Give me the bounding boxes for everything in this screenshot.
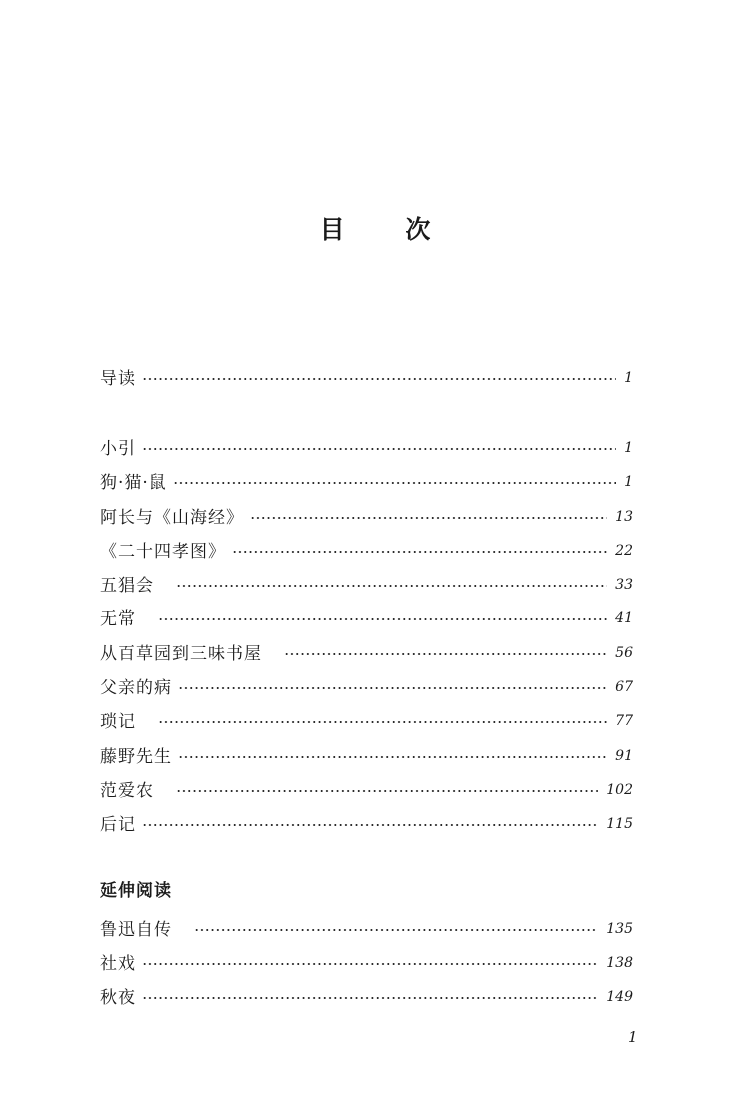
toc-entry-page: 138: [606, 954, 633, 971]
toc-entry-page: 91: [615, 747, 633, 764]
toc-entry-page: 135: [606, 920, 633, 937]
toc-entry-label: 狗·猫·鼠: [100, 472, 167, 493]
toc-entry[interactable]: [100, 738, 633, 770]
toc-entry-page: 22: [615, 542, 633, 559]
toc-entry-label: 小引: [100, 438, 136, 459]
toc-entry-label: 无常: [100, 608, 136, 629]
toc-entry-page: 1: [624, 369, 633, 386]
toc-entry-page: 1: [624, 473, 633, 490]
toc-entry-label: 导读: [100, 368, 136, 389]
dot-leader: [284, 653, 607, 655]
toc-entry[interactable]: [100, 772, 633, 804]
dot-leader: [178, 756, 607, 758]
toc-entry[interactable]: [100, 703, 633, 735]
toc-entry[interactable]: [100, 945, 633, 977]
toc-entry[interactable]: [100, 911, 633, 943]
toc-entry[interactable]: [100, 533, 633, 565]
toc-entry[interactable]: [100, 464, 633, 496]
page-number: 1: [628, 1028, 638, 1046]
toc-entry-label: 社戏: [100, 953, 136, 974]
dot-leader: [158, 618, 607, 620]
toc-entry-page: 13: [615, 508, 633, 525]
toc-entry-intro[interactable]: [100, 360, 633, 392]
toc-entry-page: 56: [615, 644, 633, 661]
toc-entry[interactable]: [100, 430, 633, 462]
dot-leader: [232, 551, 607, 553]
toc-entry[interactable]: [100, 567, 633, 599]
toc-entry-label: 阿长与《山海经》: [100, 507, 244, 528]
toc-entry-label: 藤野先生: [100, 746, 172, 767]
toc-entry-label: 《二十四孝图》: [100, 541, 226, 562]
dot-leader: [142, 378, 616, 380]
toc-entry-page: 1: [624, 439, 633, 456]
toc-entry-label: 五猖会: [100, 575, 154, 596]
toc-entry[interactable]: [100, 806, 633, 838]
page-title: 目 次: [319, 215, 457, 244]
dot-leader: [142, 824, 598, 826]
dot-leader: [250, 517, 607, 519]
dot-leader: [158, 721, 607, 723]
toc-entry-label: 从百草园到三味书屋: [100, 643, 262, 664]
dot-leader: [194, 929, 598, 931]
toc-entry[interactable]: [100, 635, 633, 667]
toc-entry-page: 67: [615, 678, 633, 695]
toc-entry-page: 41: [615, 609, 633, 626]
dot-leader: [176, 790, 598, 792]
toc-entry-page: 77: [615, 712, 633, 729]
dot-leader: [173, 482, 616, 484]
dot-leader: [178, 687, 607, 689]
toc-entry-page: 149: [606, 988, 633, 1005]
section-heading-extended-reading: 延伸阅读: [100, 881, 172, 901]
toc-entry-page: 115: [606, 815, 633, 832]
toc-entry-label: 琐记: [100, 711, 136, 732]
toc-entry[interactable]: [100, 499, 633, 531]
toc-entry[interactable]: [100, 979, 633, 1011]
dot-leader: [176, 585, 607, 587]
dot-leader: [142, 997, 598, 999]
toc-entry-page: 33: [615, 576, 633, 593]
toc-entry-label: 后记: [100, 814, 136, 835]
toc-entry-label: 鲁迅自传: [100, 919, 172, 940]
dot-leader: [142, 963, 598, 965]
dot-leader: [142, 448, 616, 450]
toc-entry-page: 102: [606, 781, 633, 798]
toc-entry-label: 秋夜: [100, 987, 136, 1008]
toc-entry[interactable]: [100, 600, 633, 632]
toc-entry-label: 父亲的病: [100, 677, 172, 698]
toc-entry-label: 范爱农: [100, 780, 154, 801]
toc-entry[interactable]: [100, 669, 633, 701]
